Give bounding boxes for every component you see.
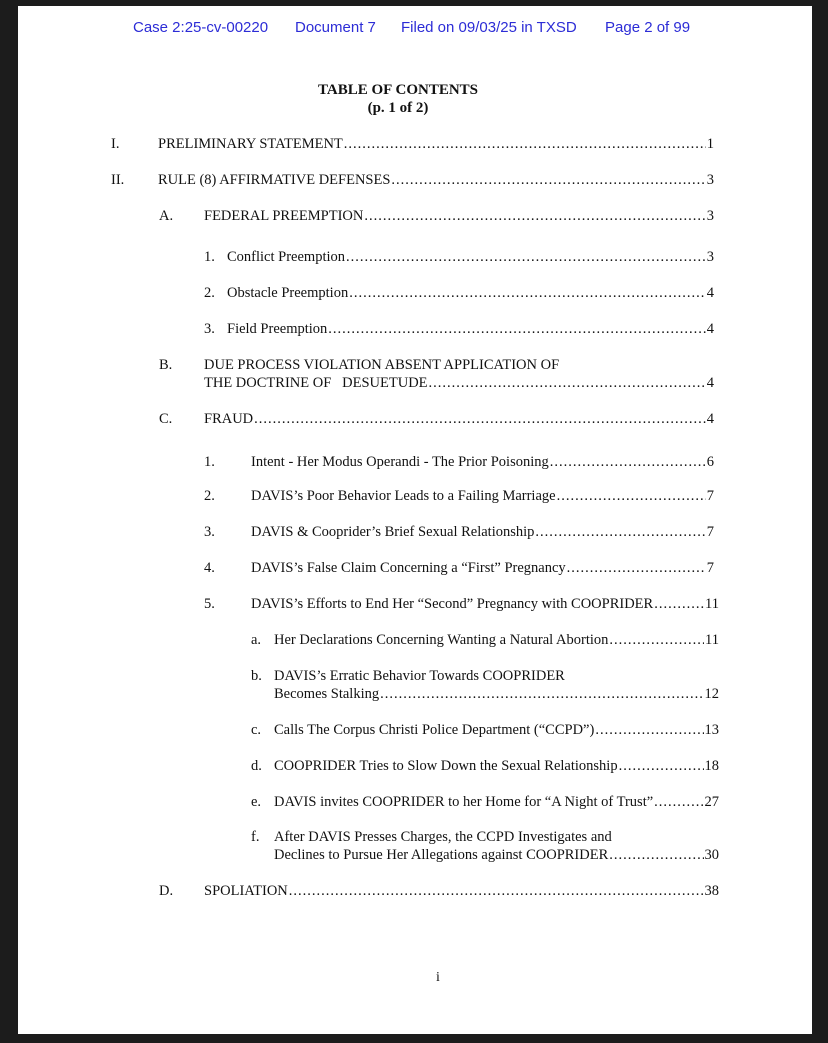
toc-page-number: 4 bbox=[706, 411, 714, 427]
toc-marker: II. bbox=[111, 172, 125, 188]
header-page-count[interactable]: Page 2 of 99 bbox=[605, 19, 691, 36]
dot-leader bbox=[595, 721, 703, 739]
toc-entry-text: DAVIS’s Erratic Behavior Towards COOPRIDER bbox=[274, 668, 565, 684]
toc-marker: 1. bbox=[204, 454, 215, 470]
page-footer-number: i bbox=[436, 970, 440, 985]
toc-page-number: 4 bbox=[706, 285, 714, 301]
toc-page-number: 7 bbox=[706, 560, 714, 576]
toc-marker: 5. bbox=[204, 596, 215, 612]
toc-page-number: 3 bbox=[706, 172, 714, 188]
toc-entry-text: FRAUD bbox=[204, 411, 254, 427]
dot-leader bbox=[289, 882, 704, 900]
toc-entry-text-line2: Declines to Pursue Her Allegations against COOPRIDER bbox=[274, 847, 609, 863]
toc-marker: D. bbox=[159, 883, 174, 899]
toc-entry-text: DAVIS invites COOPRIDER to her Home for “A Night of Trust” bbox=[274, 794, 654, 810]
dot-leader bbox=[619, 757, 704, 775]
dot-leader bbox=[328, 320, 705, 338]
toc-marker: I. bbox=[111, 136, 120, 152]
dot-leader bbox=[567, 559, 706, 577]
dot-leader bbox=[254, 410, 706, 428]
dot-leader bbox=[391, 171, 705, 189]
toc-marker: 2. bbox=[204, 285, 215, 301]
toc-page-number: 7 bbox=[706, 524, 714, 540]
toc-page-number: 7 bbox=[706, 488, 714, 504]
toc-entry-text: After DAVIS Presses Charges, the CCPD Investigates and bbox=[274, 829, 612, 845]
toc-entry-text: Intent - Her Modus Operandi - The Prior Poisoning bbox=[251, 454, 549, 470]
toc-marker: 1. bbox=[204, 249, 215, 265]
toc-entry-text: Conflict Preemption bbox=[227, 249, 345, 265]
dot-leader bbox=[550, 453, 706, 471]
toc-marker: A. bbox=[159, 208, 174, 224]
header-case-number[interactable]: Case 2:25-cv-00220 bbox=[133, 19, 269, 36]
toc-entry-text: Obstacle Preemption bbox=[227, 285, 349, 301]
toc-page-number: 1 bbox=[706, 136, 714, 152]
header-document-number[interactable]: Document 7 bbox=[295, 19, 376, 36]
toc-marker: 3. bbox=[204, 524, 215, 540]
toc-entry-text: DAVIS’s Efforts to End Her “Second” Pregnancy with COOPRIDER bbox=[251, 596, 654, 612]
dot-leader bbox=[380, 685, 703, 703]
toc-page-number: 30 bbox=[704, 847, 719, 863]
toc-entry-text: DAVIS’s Poor Behavior Leads to a Failing Marriage bbox=[251, 488, 556, 504]
toc-marker: C. bbox=[159, 411, 173, 427]
dot-leader bbox=[535, 523, 705, 541]
dot-leader bbox=[349, 284, 706, 302]
toc-page-number: 4 bbox=[706, 321, 714, 337]
toc-marker: 2. bbox=[204, 488, 215, 504]
toc-entry-text: Field Preemption bbox=[227, 321, 328, 337]
toc-page-number: 3 bbox=[706, 208, 714, 224]
toc-marker: f. bbox=[251, 829, 260, 845]
toc-page-number: 12 bbox=[704, 686, 719, 702]
toc-entry-text: PRELIMINARY STATEMENT bbox=[158, 136, 343, 152]
toc-page-number: 6 bbox=[706, 454, 714, 470]
dot-leader bbox=[429, 374, 706, 392]
dot-leader bbox=[557, 487, 706, 505]
toc-marker: c. bbox=[251, 722, 262, 738]
dot-leader bbox=[344, 135, 706, 153]
toc-marker: 3. bbox=[204, 321, 215, 337]
dot-leader bbox=[364, 207, 705, 225]
toc-page-number: 27 bbox=[704, 794, 719, 810]
toc-page-number: 4 bbox=[706, 375, 714, 391]
toc-entry-text: Her Declarations Concerning Wanting a Natural Abortion bbox=[274, 632, 609, 648]
toc-title-line2: (p. 1 of 2) bbox=[367, 100, 429, 116]
toc-page-number: 11 bbox=[705, 632, 719, 648]
dot-leader bbox=[609, 631, 704, 649]
toc-entry-text-line2: Becomes Stalking bbox=[274, 686, 380, 702]
dot-leader bbox=[609, 846, 703, 864]
toc-marker: e. bbox=[251, 794, 262, 810]
toc-entry-text-line2: THE DOCTRINE OF DESUETUDE bbox=[204, 375, 428, 391]
dot-leader bbox=[654, 793, 703, 811]
toc-page-number: 3 bbox=[706, 249, 714, 265]
header-filed-date[interactable]: Filed on 09/03/25 in TXSD bbox=[401, 19, 577, 36]
toc-page-number: 18 bbox=[704, 758, 719, 774]
toc-marker: a. bbox=[251, 632, 262, 648]
toc-marker: B. bbox=[159, 357, 173, 373]
toc-entry-text: DAVIS & Cooprider’s Brief Sexual Relationship bbox=[251, 524, 535, 540]
toc-page-number: 11 bbox=[705, 596, 719, 612]
toc-entry-text: RULE (8) AFFIRMATIVE DEFENSES bbox=[158, 172, 391, 188]
toc-title bbox=[18, 81, 778, 117]
toc-entry-text: Calls The Corpus Christi Police Department (“CCPD”) bbox=[274, 722, 595, 738]
toc-page-number: 38 bbox=[704, 883, 719, 899]
toc-entry-text: DAVIS’s False Claim Concerning a “First” Pregnancy bbox=[251, 560, 566, 576]
toc-marker: d. bbox=[251, 758, 262, 774]
toc-title-line1: TABLE OF CONTENTS bbox=[317, 82, 479, 98]
toc-marker: b. bbox=[251, 668, 262, 684]
toc-entry-text: SPOLIATION bbox=[204, 883, 288, 899]
toc-entry-text: DUE PROCESS VIOLATION ABSENT APPLICATION OF bbox=[204, 357, 560, 373]
dot-leader bbox=[346, 248, 706, 266]
toc-marker: 4. bbox=[204, 560, 215, 576]
toc-page-number: 13 bbox=[704, 722, 719, 738]
dot-leader bbox=[654, 595, 704, 613]
document-page bbox=[18, 6, 812, 1034]
toc-entry-text: COOPRIDER Tries to Slow Down the Sexual Relationship bbox=[274, 758, 618, 774]
toc-entry-text: FEDERAL PREEMPTION bbox=[204, 208, 364, 224]
